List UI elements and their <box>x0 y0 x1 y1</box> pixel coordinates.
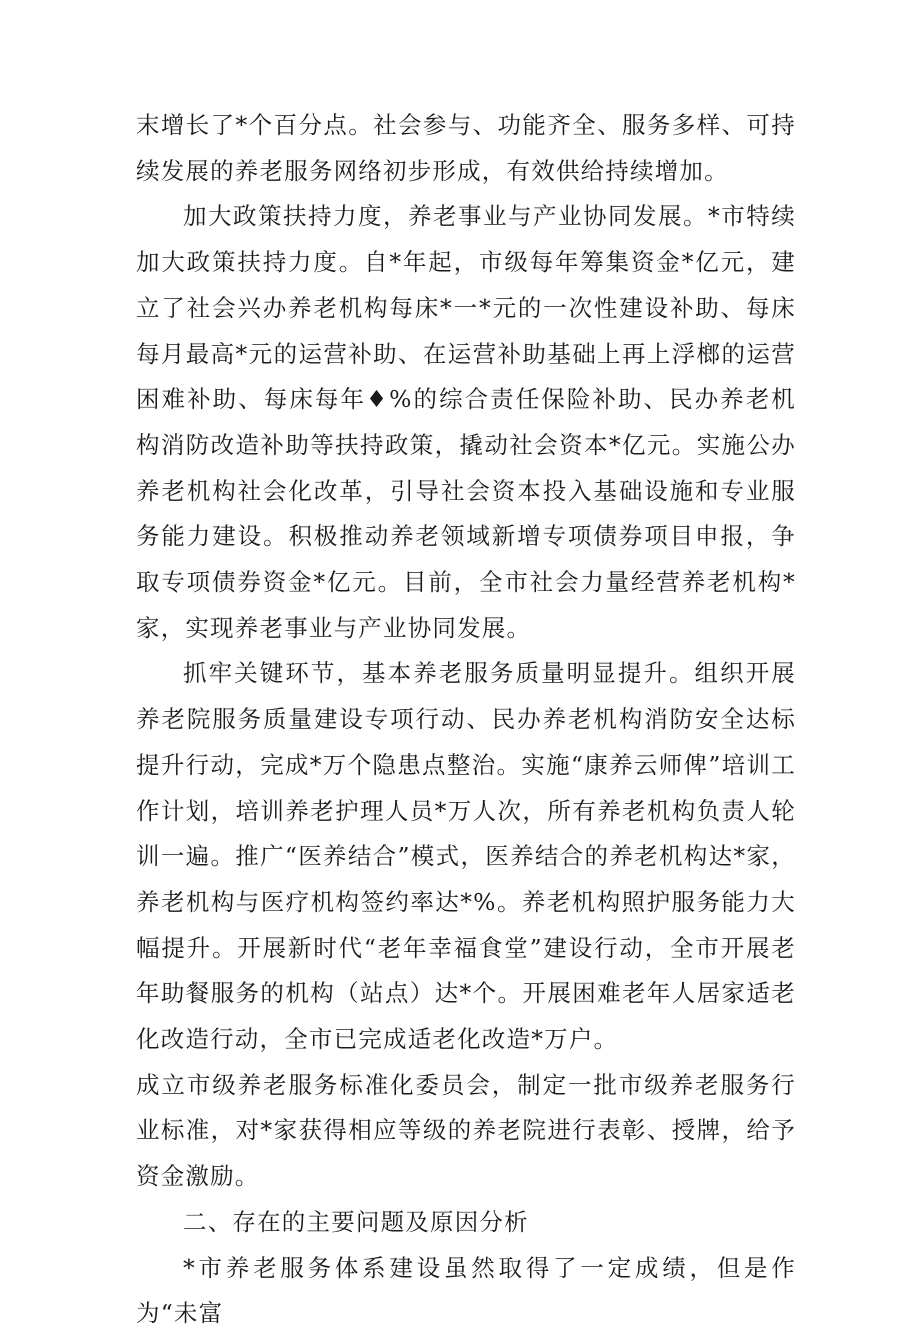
paragraph-problems-intro: *市养老服务体系建设虽然取得了一定成绩，但是作为“未富 <box>136 1253 796 1328</box>
paragraph-policy-support: 加大政策扶持力度，养老事业与产业协同发展。*市特续加大政策扶持力度。自*年起，市级每年筹集资金*亿元，建立了社会兴办养老机构每床*一*元的一次性建设补助、每床每月最高*元的运营补助、在运营补助基础上再上浮榔的运营困难补助、每床每年♦%的综合责任保险补助、民办养老机构消防改造补助等扶持政策，撬动社会资本*亿元。实施公办养老机构社会化改革，引导社会资本投入基础设施和专业服务能力建设。积极推动养老领域新增专项债券项目申报，争取专项债券资金*亿元。目前，全市社会力量经营养老机构*家，实现养老事业与产业协同发展。 <box>136 202 796 642</box>
document-body <box>136 103 796 1337</box>
section-heading-problems: 二、存在的主要问题及原因分析 <box>183 1207 529 1236</box>
paragraph-service-quality: 抓牢关键环节，基本养老服务质量明显提升。组织开展养老院服务质量建设专项行动、民办养老机构消防安全达标提升行动，完成*万个隐患点整治。实施“康养云师俾”培训工作计划，培训养老护理人员*万人次，所有养老机构负责人轮训一遍。推广“医养结合”模式，医养结合的养老机构达*家，养老机构与医疗机构签约率达*%。养老机构照护服务能力大幅提升。开展新时代“老年幸福食堂”建设行动，全市开展老年助餐服务的机构（站点）达*个。开展困难老年人居家适老化改造行动，全市已完成适老化改造*万户。 <box>136 659 796 1054</box>
paragraph-standardization: 成立市级养老服务标准化委员会，制定一批市级养老服务行业标准，对*家获得相应等级的养老院进行表彰、授牌，给予资金激励。 <box>136 1070 796 1191</box>
paragraph-continuation: 末增长了*个百分点。社会参与、功能齐全、服务多样、可持续发展的养老服务网络初步形成，有效供给持续增加。 <box>136 111 796 185</box>
